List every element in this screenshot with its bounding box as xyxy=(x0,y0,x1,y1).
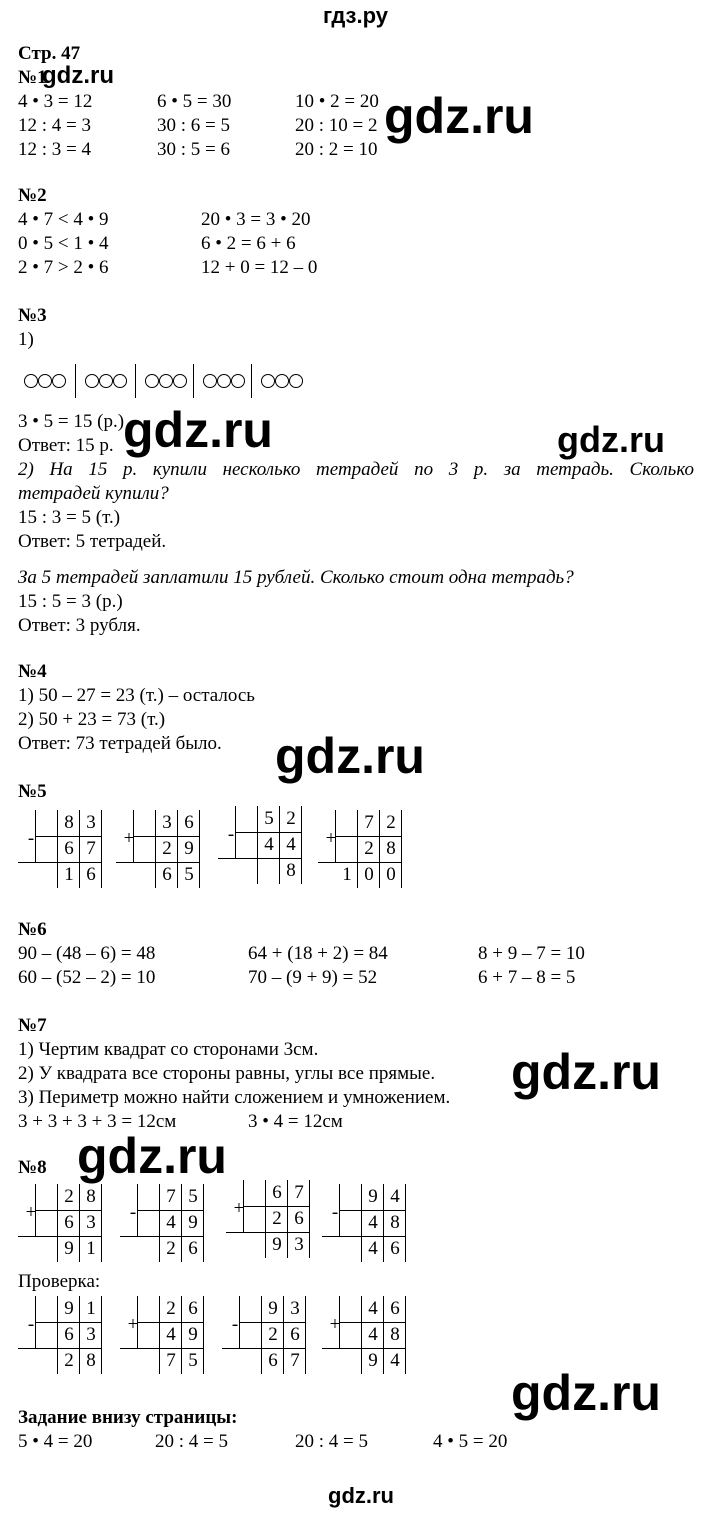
digit-cell: 2 xyxy=(166,1298,176,1319)
digit-cell: 8 xyxy=(386,838,396,859)
digit-cell: 6 xyxy=(290,1324,300,1345)
check-label: Проверка: xyxy=(18,1271,101,1292)
digit-cell: 8 xyxy=(86,1186,96,1207)
digit-cell: 8 xyxy=(390,1212,400,1233)
check-calc-1 xyxy=(18,1296,102,1376)
task3-label: №3 xyxy=(18,305,47,326)
digit-cell: 6 xyxy=(294,1208,304,1229)
task3-answer3: Ответ: 3 рубля. xyxy=(18,615,141,636)
digit-cell: 3 xyxy=(86,812,96,833)
page-label: Стр. 47 xyxy=(18,43,81,64)
operator-sign: - xyxy=(227,824,235,845)
digit-cell: 3 xyxy=(290,1298,300,1319)
digit-cell: 4 xyxy=(368,1238,378,1259)
operator-sign: + xyxy=(329,1314,341,1335)
digit-cell: 6 xyxy=(390,1238,400,1259)
operator-sign: - xyxy=(27,828,35,849)
digit-cell: 5 xyxy=(184,864,194,885)
digit-cell: 2 xyxy=(364,838,374,859)
check-calc-2 xyxy=(120,1296,204,1376)
task7-eq2: 3 • 4 = 12см xyxy=(248,1111,343,1132)
task5-calc-4 xyxy=(318,810,402,890)
task1-r3c2: 30 : 5 = 6 xyxy=(157,139,230,160)
digit-cell: 6 xyxy=(184,812,194,833)
task3-calc3: 15 : 5 = 3 (р.) xyxy=(18,591,123,612)
watermark-1: gdz.ru xyxy=(42,62,114,89)
digit-cell: 7 xyxy=(364,812,374,833)
task5-calc-2 xyxy=(116,810,200,890)
task2-r2c1: 0 • 5 < 1 • 4 xyxy=(18,233,109,254)
task6-label: №6 xyxy=(18,919,47,940)
digit-cell: 2 xyxy=(286,808,296,829)
task2-r1c1: 4 • 7 < 4 • 9 xyxy=(18,209,109,230)
digit-cell: 9 xyxy=(368,1350,378,1371)
task2-r3c2: 12 + 0 = 12 – 0 xyxy=(201,257,318,278)
task1-r2c3: 20 : 10 = 2 xyxy=(295,115,378,136)
digit-cell: 8 xyxy=(86,1350,96,1371)
digit-cell: 2 xyxy=(162,838,172,859)
digit-cell: 6 xyxy=(86,864,96,885)
digit-cell: 4 xyxy=(368,1212,378,1233)
digit-cell: 7 xyxy=(166,1186,176,1207)
task3-calc1: 3 • 5 = 15 (р.) xyxy=(18,411,125,432)
digit-cell: 5 xyxy=(188,1186,198,1207)
digit-cell: 6 xyxy=(64,1212,74,1233)
task6-r1c1: 90 – (48 – 6) = 48 xyxy=(18,943,156,964)
bottom-task-item-3: 20 : 4 = 5 xyxy=(295,1431,368,1452)
task2-r2c2: 6 • 2 = 6 + 6 xyxy=(201,233,296,254)
bottom-task-item-2: 20 : 4 = 5 xyxy=(155,1431,228,1452)
task7-label: №7 xyxy=(18,1015,47,1036)
task3-part1: 1) xyxy=(18,329,34,350)
task1-label: №1 xyxy=(18,67,47,88)
task1-r1c2: 6 • 5 = 30 xyxy=(157,91,232,112)
bottom-task-item-1: 5 • 4 = 20 xyxy=(18,1431,93,1452)
task2-r3c1: 2 • 7 > 2 • 6 xyxy=(18,257,109,278)
watermark-6: gdz.ru xyxy=(511,1044,661,1100)
digit-cell: 7 xyxy=(294,1182,304,1203)
task7-line2: 2) У квадрата все стороны равны, углы все прямые. xyxy=(18,1063,436,1084)
task1-r1c1: 4 • 3 = 12 xyxy=(18,91,93,112)
digit-cell: 4 xyxy=(368,1324,378,1345)
digit-cell: 2 xyxy=(64,1186,74,1207)
digit-cell: 1 xyxy=(342,864,352,885)
circles-drawing xyxy=(18,364,308,398)
task3-answer2: Ответ: 5 тетрадей. xyxy=(18,531,167,552)
task6-r1c3: 8 + 9 – 7 = 10 xyxy=(478,943,585,964)
digit-cell: 6 xyxy=(268,1350,278,1371)
digit-cell: 4 xyxy=(166,1324,176,1345)
digit-cell: 6 xyxy=(64,1324,74,1345)
digit-cell: 6 xyxy=(272,1182,282,1203)
task7-line1: 1) Чертим квадрат со сторонами 3см. xyxy=(18,1039,319,1060)
digit-cell: 3 xyxy=(294,1234,304,1255)
task5-label: №5 xyxy=(18,781,47,802)
digit-cell: 2 xyxy=(166,1238,176,1259)
digit-cell: 4 xyxy=(264,834,274,855)
digit-cell: 4 xyxy=(368,1298,378,1319)
digit-cell: 9 xyxy=(268,1298,278,1319)
site-header: гдз.ру xyxy=(323,3,388,28)
operator-sign: - xyxy=(129,1202,137,1223)
digit-cell: 9 xyxy=(188,1212,198,1233)
task6-r2c3: 6 + 7 – 8 = 5 xyxy=(478,967,576,988)
digit-cell: 5 xyxy=(264,808,274,829)
operator-sign: + xyxy=(325,828,337,849)
operator-sign: + xyxy=(233,1198,245,1219)
digit-cell: 7 xyxy=(290,1350,300,1371)
task3-problem3: За 5 тетрадей заплатили 15 рублей. Сколько стоит одна тетрадь? xyxy=(18,567,574,588)
digit-cell: 9 xyxy=(64,1298,74,1319)
digit-cell: 9 xyxy=(368,1186,378,1207)
bottom-task-label: Задание внизу страницы: xyxy=(18,1407,238,1428)
operator-sign: - xyxy=(27,1314,35,1335)
digit-cell: 8 xyxy=(64,812,74,833)
digit-cell: 9 xyxy=(184,838,194,859)
digit-cell: 8 xyxy=(390,1324,400,1345)
check-calc-4 xyxy=(322,1296,406,1376)
task6-r1c2: 64 + (18 + 2) = 84 xyxy=(248,943,388,964)
digit-cell: 2 xyxy=(64,1350,74,1371)
watermark-4: gdz.ru xyxy=(557,419,665,460)
digit-cell: 3 xyxy=(162,812,172,833)
task2-r1c2: 20 • 3 = 3 • 20 xyxy=(201,209,311,230)
digit-cell: 2 xyxy=(386,812,396,833)
task6-r2c2: 70 – (9 + 9) = 52 xyxy=(248,967,378,988)
task1-r3c1: 12 : 3 = 4 xyxy=(18,139,91,160)
task5-calc-3 xyxy=(218,806,302,886)
digit-cell: 2 xyxy=(272,1208,282,1229)
digit-cell: 4 xyxy=(390,1350,400,1371)
task2-label: №2 xyxy=(18,185,47,206)
watermark-2: gdz.ru xyxy=(384,88,534,144)
digit-cell: 4 xyxy=(166,1212,176,1233)
digit-cell: 2 xyxy=(268,1324,278,1345)
task1-r2c1: 12 : 4 = 3 xyxy=(18,115,91,136)
task4-line1: 1) 50 – 27 = 23 (т.) – осталось xyxy=(18,685,255,706)
task3-answer1: Ответ: 15 р. xyxy=(18,435,114,456)
operator-sign: - xyxy=(331,1202,339,1223)
digit-cell: 6 xyxy=(390,1298,400,1319)
task4-label: №4 xyxy=(18,661,47,682)
digit-cell: 3 xyxy=(86,1324,96,1345)
digit-cell: 1 xyxy=(64,864,74,885)
task8-calc-2 xyxy=(120,1184,204,1264)
digit-cell: 4 xyxy=(390,1186,400,1207)
task3-problem2-line2: тетрадей купили? xyxy=(18,483,169,504)
watermark-7: gdz.ru xyxy=(77,1128,227,1184)
digit-cell: 6 xyxy=(188,1238,198,1259)
digit-cell: 0 xyxy=(364,864,374,885)
site-footer: gdz.ru xyxy=(328,1483,394,1508)
task4-line2: 2) 50 + 23 = 73 (т.) xyxy=(18,709,166,730)
task3-calc2: 15 : 3 = 5 (т.) xyxy=(18,507,121,528)
task7-line3: 3) Периметр можно найти сложением и умножением. xyxy=(18,1087,451,1108)
digit-cell: 3 xyxy=(86,1212,96,1233)
digit-cell: 8 xyxy=(286,860,296,881)
task8-calc-4 xyxy=(322,1184,406,1264)
digit-cell: 7 xyxy=(166,1350,176,1371)
task3-problem2-line1: 2) На 15 р. купили несколько тетрадей по 3 р. за тетрадь. Сколько xyxy=(18,459,694,480)
watermark-8: gdz.ru xyxy=(511,1365,661,1421)
task1-r1c3: 10 • 2 = 20 xyxy=(295,91,379,112)
digit-cell: 5 xyxy=(188,1350,198,1371)
check-calc-3 xyxy=(222,1296,306,1376)
watermark-3: gdz.ru xyxy=(123,402,273,458)
digit-cell: 0 xyxy=(386,864,396,885)
task8-calc-3 xyxy=(226,1180,310,1260)
task8-label: №8 xyxy=(18,1157,47,1178)
bottom-task-item-4: 4 • 5 = 20 xyxy=(433,1431,508,1452)
operator-sign: + xyxy=(25,1202,37,1223)
task5-calc-1 xyxy=(18,810,102,890)
digit-cell: 6 xyxy=(64,838,74,859)
operator-sign: - xyxy=(231,1314,239,1335)
task1-r2c2: 30 : 6 = 5 xyxy=(157,115,230,136)
digit-cell: 1 xyxy=(86,1238,96,1259)
digit-cell: 4 xyxy=(286,834,296,855)
digit-cell: 1 xyxy=(86,1298,96,1319)
digit-cell: 7 xyxy=(86,838,96,859)
operator-sign: + xyxy=(123,828,135,849)
digit-cell: 9 xyxy=(188,1324,198,1345)
task7-eq1: 3 + 3 + 3 + 3 = 12см xyxy=(18,1111,177,1132)
task8-calc-1 xyxy=(18,1184,102,1264)
operator-sign: + xyxy=(127,1314,139,1335)
digit-cell: 9 xyxy=(272,1234,282,1255)
digit-cell: 9 xyxy=(64,1238,74,1259)
task1-r3c3: 20 : 2 = 10 xyxy=(295,139,378,160)
watermark-5: gdz.ru xyxy=(275,728,425,784)
digit-cell: 6 xyxy=(188,1298,198,1319)
task6-r2c1: 60 – (52 – 2) = 10 xyxy=(18,967,156,988)
digit-cell: 6 xyxy=(162,864,172,885)
task4-line3: Ответ: 73 тетрадей было. xyxy=(18,733,222,754)
